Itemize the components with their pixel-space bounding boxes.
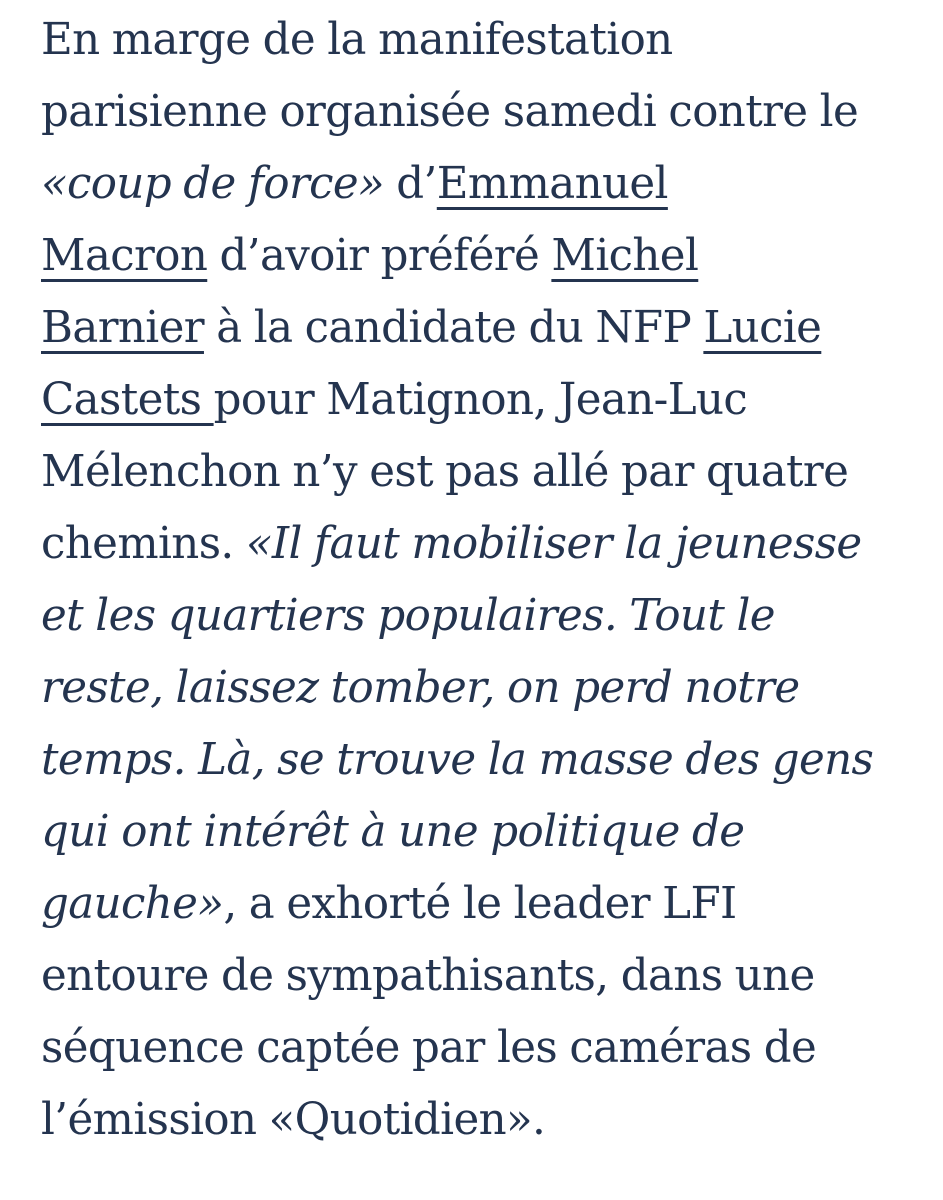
text-line: Mélenchon n’y est pas allé par quatre bbox=[41, 447, 849, 497]
text-line: entoure de sympathisants, dans une bbox=[41, 951, 815, 1001]
link-emmanuel-macron[interactable]: Emmanuel bbox=[436, 159, 668, 209]
link-emmanuel-macron[interactable]: Macron bbox=[41, 231, 208, 281]
text-fragment: d’ bbox=[384, 159, 437, 209]
text-fragment: d’avoir préféré bbox=[207, 231, 552, 281]
quote-coup-de-force: «coup de force» bbox=[41, 159, 385, 209]
link-michel-barnier[interactable]: Michel bbox=[551, 231, 699, 281]
quote-melenchon: gauche» bbox=[41, 879, 224, 929]
link-michel-barnier[interactable]: Barnier bbox=[41, 303, 204, 353]
quote-melenchon: «Il faut mobiliser la jeunesse bbox=[245, 519, 862, 569]
text-fragment: chemins. bbox=[41, 519, 246, 569]
text-line bbox=[41, 220, 921, 292]
link-lucie-castets[interactable]: Castets bbox=[41, 375, 214, 425]
text-fragment: à la candidate du NFP bbox=[203, 303, 704, 353]
text-line: l’émission «Quotidien». bbox=[41, 1095, 546, 1145]
text-line bbox=[41, 364, 921, 436]
text-line: parisienne organisée samedi contre le bbox=[41, 87, 859, 137]
quote-melenchon: temps. Là, se trouve la masse des gens bbox=[41, 735, 874, 785]
text-line bbox=[41, 652, 921, 724]
text-line bbox=[41, 148, 921, 220]
text-line bbox=[41, 292, 921, 364]
text-line bbox=[41, 868, 921, 940]
link-lucie-castets[interactable]: Lucie bbox=[703, 303, 822, 353]
article-paragraph bbox=[41, 4, 921, 1156]
quote-melenchon: reste, laissez tomber, on perd notre bbox=[41, 663, 800, 713]
text-fragment: , a exhorté le leader LFI bbox=[223, 879, 737, 929]
text-fragment: pour Matignon, Jean-Luc bbox=[213, 375, 748, 425]
quote-melenchon: qui ont intérêt à une politique de bbox=[41, 807, 745, 857]
text-line bbox=[41, 580, 921, 652]
text-line: séquence captée par les caméras de bbox=[41, 1023, 817, 1073]
text-line bbox=[41, 724, 921, 796]
text-line: En marge de la manifestation bbox=[41, 15, 673, 65]
text-line bbox=[41, 796, 921, 868]
quote-melenchon: et les quartiers populaires. Tout le bbox=[41, 591, 775, 641]
text-line bbox=[41, 508, 921, 580]
